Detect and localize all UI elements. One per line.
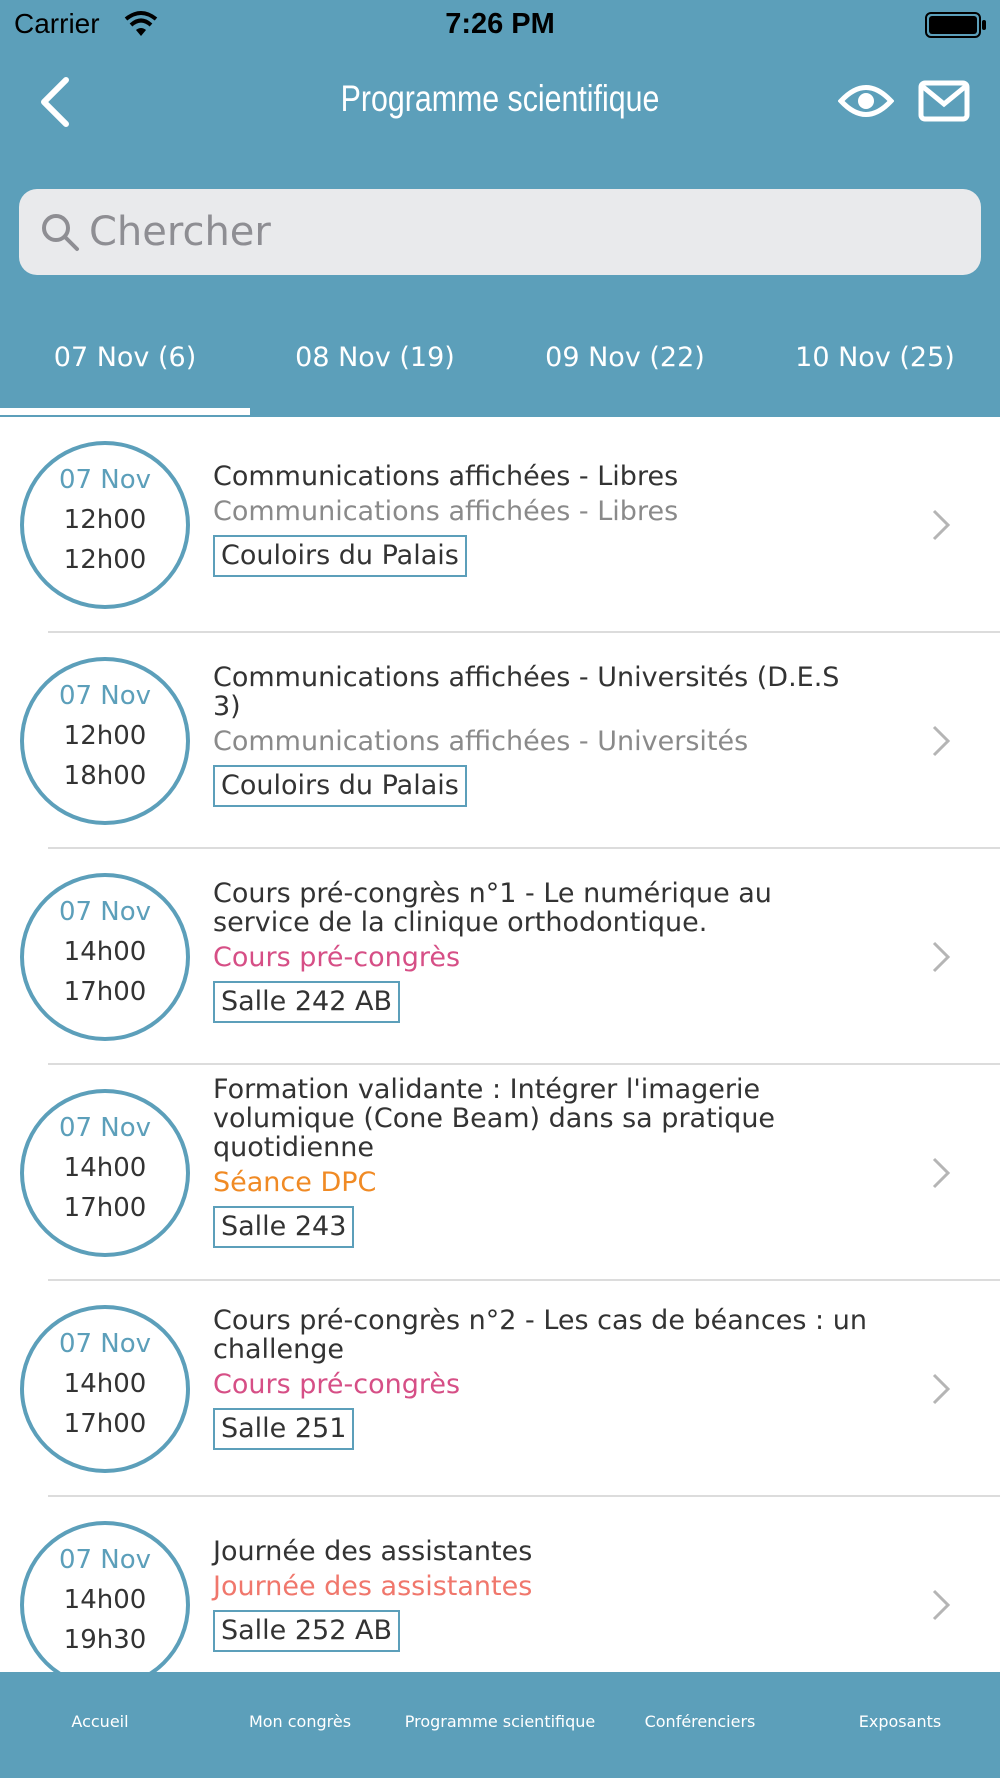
session-time-circle — [20, 1305, 190, 1473]
date-tabs — [0, 330, 1000, 417]
session-category: Cours pré-congrès — [213, 1369, 461, 1400]
session-end: 17h00 — [63, 1193, 147, 1223]
tabbar-item-accueil[interactable]: Accueil — [71, 1712, 129, 1731]
session-room: Salle 252 AB — [213, 1610, 400, 1652]
session-title: Cours pré-congrès n°1 - Le numérique au service de la clinique orthodontique. — [213, 878, 772, 938]
battery-icon — [925, 12, 987, 38]
session-time-circle — [20, 873, 190, 1041]
session-row[interactable] — [0, 633, 1000, 849]
session-category: Cours pré-congrès — [213, 942, 461, 973]
tab-label: 10 Nov (25) — [795, 342, 955, 373]
session-time-circle — [20, 441, 190, 609]
session-room: Salle 242 AB — [213, 981, 400, 1023]
tab-label: 09 Nov (22) — [545, 342, 705, 373]
bottom-tab-bar — [0, 1672, 1000, 1778]
session-title: Cours pré-congrès n°2 - Les cas de béances : un challenge — [213, 1305, 867, 1365]
chevron-right-icon — [930, 723, 952, 759]
session-body — [213, 663, 873, 807]
session-row[interactable] — [0, 417, 1000, 633]
session-date: 07 Nov — [58, 1545, 152, 1575]
chevron-right-icon — [930, 1587, 952, 1623]
chevron-right-icon — [930, 939, 952, 975]
tab-08-nov[interactable] — [250, 330, 500, 417]
session-room: Couloirs du Palais — [213, 535, 467, 577]
session-title: Communications affichées - Libres — [213, 461, 679, 492]
session-end: 19h30 — [63, 1625, 147, 1655]
session-body — [213, 462, 873, 577]
mail-icon[interactable] — [918, 80, 970, 122]
session-end: 17h00 — [63, 977, 147, 1007]
tab-10-nov[interactable] — [750, 330, 1000, 417]
session-row[interactable] — [0, 1281, 1000, 1497]
session-body — [213, 1537, 873, 1652]
session-title: Formation validante : Intégrer l'imagerie volumique (Cone Beam) dans sa pratique quotidienne — [213, 1074, 776, 1163]
session-list — [0, 417, 1000, 1672]
session-date: 07 Nov — [58, 465, 152, 495]
session-row[interactable] — [0, 1497, 1000, 1672]
session-time-circle — [20, 657, 190, 825]
session-time-circle — [20, 1521, 190, 1672]
session-row[interactable] — [0, 849, 1000, 1065]
tabbar-item-exposants[interactable]: Exposants — [858, 1712, 942, 1731]
header — [0, 0, 1000, 417]
session-end: 18h00 — [63, 761, 147, 791]
session-end: 12h00 — [63, 545, 147, 575]
session-title: Communications affichées - Universités (D.E.S 3) — [213, 662, 840, 722]
session-title: Journée des assistantes — [213, 1536, 533, 1567]
chevron-right-icon — [930, 1155, 952, 1191]
session-start: 12h00 — [63, 721, 147, 751]
session-room: Couloirs du Palais — [213, 765, 467, 807]
search-icon — [39, 211, 81, 253]
page-title: Programme scientifique — [340, 78, 660, 119]
session-category: Communications affichées - Libres — [213, 496, 679, 527]
session-date: 07 Nov — [58, 1113, 152, 1143]
eye-icon[interactable] — [838, 78, 894, 124]
session-date: 07 Nov — [58, 681, 152, 711]
session-start: 12h00 — [63, 505, 147, 535]
session-start: 14h00 — [63, 937, 147, 967]
tab-label: 08 Nov (19) — [295, 342, 455, 373]
session-row[interactable] — [0, 1065, 1000, 1281]
tab-09-nov[interactable] — [500, 330, 750, 417]
session-category: Journée des assistantes — [213, 1571, 533, 1602]
status-time: 7:26 PM — [445, 8, 555, 40]
session-time-circle — [20, 1089, 190, 1257]
session-category: Communications affichées - Universités — [213, 726, 749, 757]
tab-label: 07 Nov (6) — [53, 342, 197, 373]
session-body — [213, 879, 873, 1023]
status-bar — [0, 0, 1000, 50]
session-body — [213, 1306, 873, 1450]
search-bar[interactable] — [19, 189, 981, 275]
session-category: Séance DPC — [213, 1167, 377, 1198]
session-start: 14h00 — [63, 1153, 147, 1183]
session-end: 17h00 — [63, 1409, 147, 1439]
chevron-right-icon — [930, 507, 952, 543]
session-date: 07 Nov — [58, 897, 152, 927]
tabbar-item-mon-congres[interactable]: Mon congrès — [248, 1712, 352, 1731]
session-date: 07 Nov — [58, 1329, 152, 1359]
chevron-left-icon[interactable] — [30, 72, 80, 132]
tabbar-item-conferenciers[interactable]: Conférenciers — [644, 1712, 756, 1731]
tab-selected-indicator — [0, 408, 250, 415]
session-start: 14h00 — [63, 1369, 147, 1399]
carrier-label: Carrier — [14, 8, 100, 39]
chevron-right-icon — [930, 1371, 952, 1407]
session-body — [213, 1075, 873, 1248]
session-start: 14h00 — [63, 1585, 147, 1615]
tabbar-item-programme-scientifique[interactable]: Programme scientifique — [404, 1712, 596, 1731]
tab-07-nov[interactable] — [0, 330, 250, 417]
session-room: Salle 251 — [213, 1408, 354, 1450]
session-room: Salle 243 — [213, 1206, 354, 1248]
search-input[interactable] — [89, 189, 949, 275]
